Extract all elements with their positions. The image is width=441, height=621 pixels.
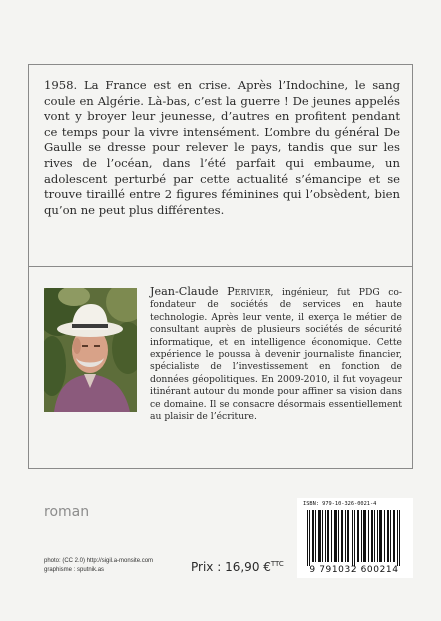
isbn-number: ISBN: 979-10-326-0021-4 [303, 501, 377, 507]
section-divider [28, 266, 413, 267]
author-photo [44, 288, 137, 412]
graphic-credit: graphisme : sputnik.as [44, 567, 105, 573]
author-bio [150, 286, 402, 423]
synopsis-text: 1958. La France est en crise. Après l’Indochine, le sang coule en Algérie. Là-bas, c’est la guerre ! De jeunes appelés vont y broyer leur jeunesse, d’autres en profitent pendant ce temps pour la vivre intensément. L’ombre du général De Gaulle se dresse pour relever le pays, tandis que sur les rives de l’océan, dans l’été parfait qui embaume, un adolescent perturbé par cette actualité s’émancipe et se trouve tiraillé entre 2 figures féminines qui l’obsèdent, bien qu’on ne peut plus différentes. [44, 78, 400, 217]
author-last-name: Perivier [227, 285, 271, 298]
photo-credit: photo: (CC 2.0) http://sigil.a-monsite.com [44, 558, 154, 564]
credits [44, 557, 153, 575]
ean-digits: 9 791032 600214 [309, 565, 399, 575]
author-first-name: Jean-Claude [150, 285, 219, 298]
price-amount: 16,90 € [225, 560, 271, 574]
barcode-icon [301, 510, 409, 566]
price-tax: TTC [270, 560, 284, 568]
price [191, 560, 284, 574]
author-bio-text: , ingénieur, fut PDG co-fondateur de sociétés de services en haute technologie. Après leur vente, il exerça le métier de consultant auprès de plusieurs sociétés de sécurité informatique, et en intelligence économique. Cette expérience le poussa à devenir journaliste financier, spécialiste de l’investissement en fonction de données géopolitiques. En 2009-2010, il fut voyageur itinérant autour du monde pour affiner sa vision dans ce domaine. Il se consacre désormais essentiellement au plaisir de l’écriture. [150, 287, 402, 423]
price-label: Prix : [191, 560, 222, 574]
genre-label: roman [44, 504, 90, 520]
